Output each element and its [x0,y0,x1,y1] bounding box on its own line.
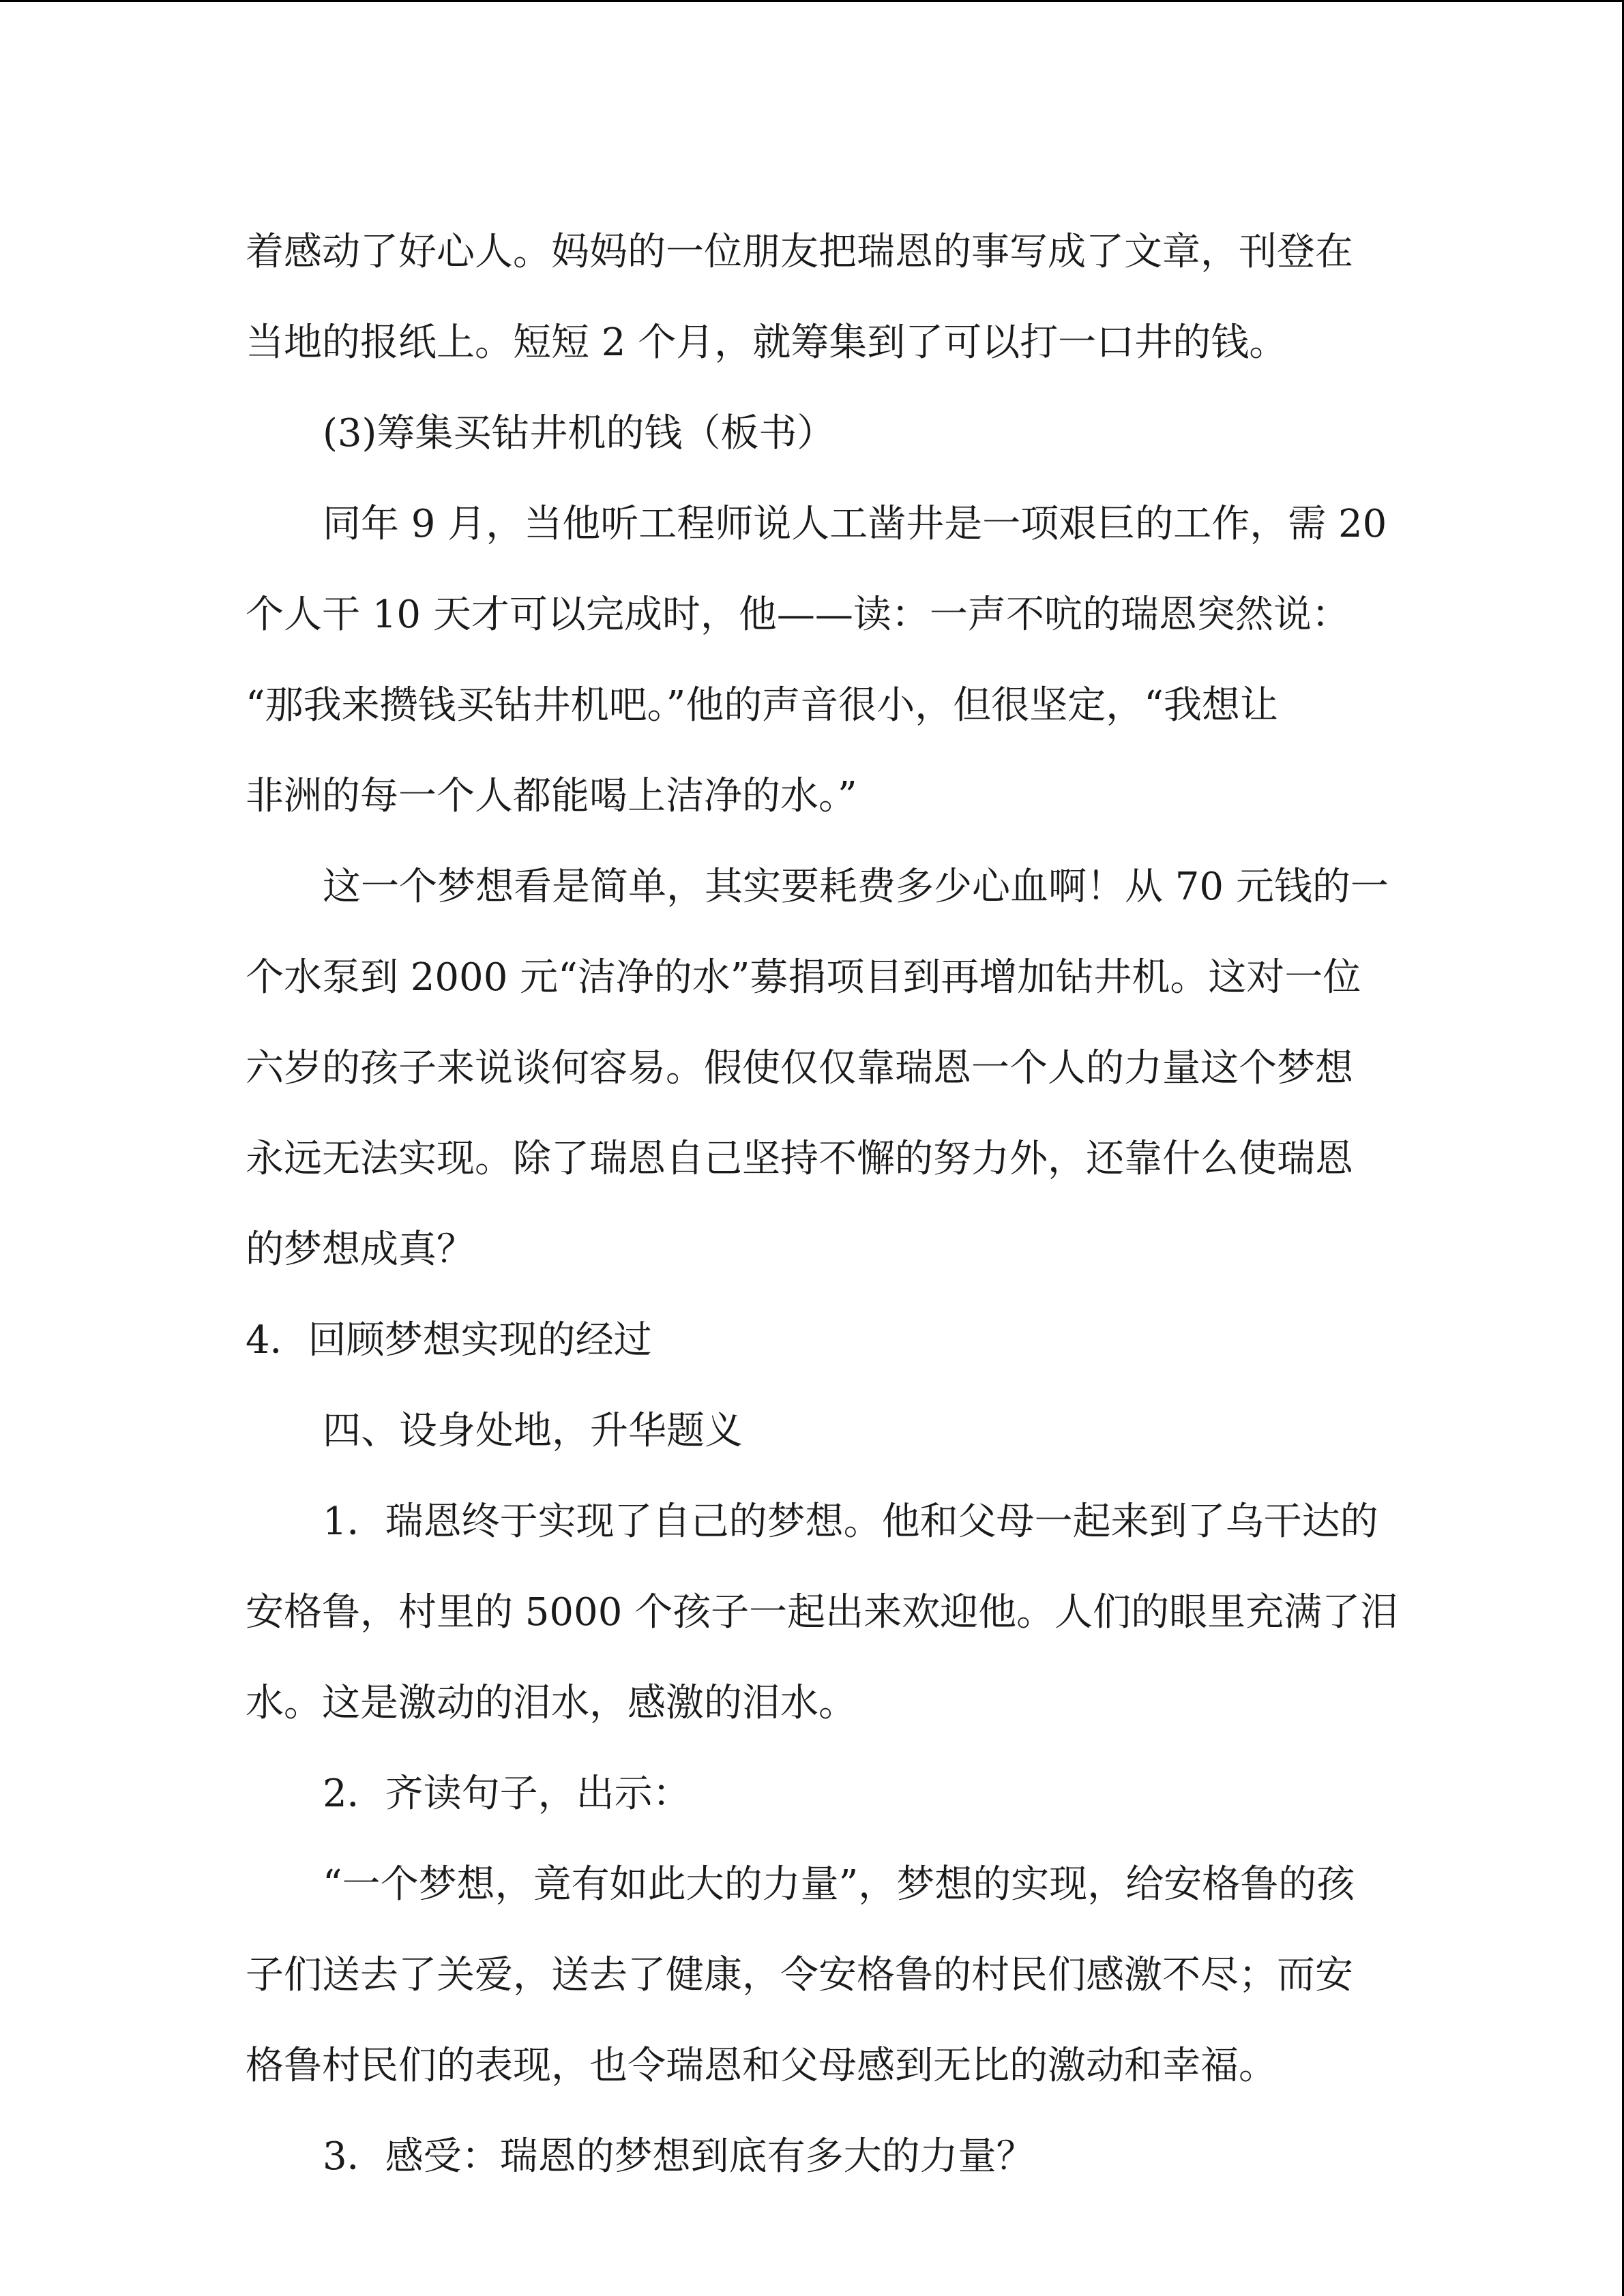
text-line: 当地的报纸上。短短 2 个月，就筹集到了可以打一口井的钱。 [246,320,1288,365]
text-line: “那我来攒钱买钻井机吧。”他的声音很小，但很坚定，“我想让 [246,683,1278,728]
text-line: 着感动了好心人。妈妈的一位朋友把瑞恩的事写成了文章，刊登在 [246,230,1353,274]
text-line: 个水泵到 2000 元“洁净的水”募捐项目到再增加钻井机。这对一位 [246,955,1361,1000]
text-line: 个人干 10 天才可以完成时，他——读：一声不吭的瑞恩突然说： [246,593,1350,637]
section-heading: 四、设身处地，升华题义 [323,1409,743,1453]
subheading-line: (3)筹集买钻井机的钱（板书） [323,411,836,456]
text-line: 安格鲁，村里的 5000 个孩子一起出来欢迎他。人们的眼里充满了泪 [246,1590,1399,1635]
text-line: 永远无法实现。除了瑞恩自己坚持不懈的努力外，还靠什么使瑞恩 [246,1137,1353,1181]
text-line: 1．瑞恩终于实现了自己的梦想。他和父母一起来到了乌干达的 [323,1500,1378,1544]
section-heading: 4．回顾梦想实现的经过 [246,1318,652,1362]
text-line: 六岁的孩子来说谈何容易。假使仅仅靠瑞恩一个人的力量这个梦想 [246,1046,1353,1090]
text-line: 这一个梦想看是简单，其实要耗费多少心血啊！从 70 元钱的一 [323,865,1389,909]
text-line: 子们送去了关爱，送去了健康，令安格鲁的村民们感激不尽；而安 [246,1953,1353,1997]
text-line: “一个梦想，竟有如此大的力量”，梦想的实现，给安格鲁的孩 [323,1862,1355,1907]
document-body [246,207,1399,2202]
text-line: 格鲁村民们的表现，也令瑞恩和父母感到无比的激动和幸福。 [246,2044,1277,2088]
text-line: 水。这是激动的泪水，感激的泪水。 [246,1681,857,1725]
text-line: 的梦想成真？ [246,1227,475,1272]
text-line: 非洲的每一个人都能喝上洁净的水。” [246,774,857,818]
text-line: 3．感受：瑞恩的梦想到底有多大的力量？ [323,2134,1035,2179]
text-line: 2．齐读句子，出示： [323,1772,691,1816]
text-line: 同年 9 月，当他听工程师说人工凿井是一项艰巨的工作，需 20 [323,502,1387,546]
